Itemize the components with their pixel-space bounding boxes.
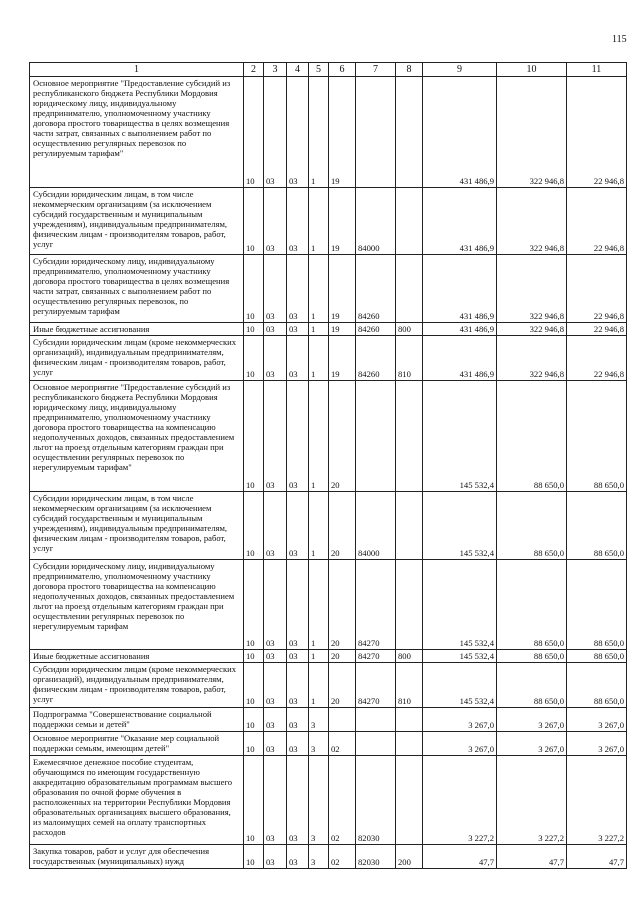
amount-col-11: 22 946,8 (567, 255, 627, 323)
row-description: Основное мероприятие "Предоставление субсидий из республиканского бюджета Республики Мордовия юридическому лицу, индивидуальному предпринимателю, уполномоченному участнику договора простого товарищества на компенсацию недополученных доходов, связанных предоставлением льгот на проезд отдельным категориям граждан при осуществлении регулярных перевозок по нерегулируемым тарифам" (30, 381, 244, 492)
amount-col-10: 3 267,0 (497, 732, 567, 756)
subprogram-code: 1 (309, 255, 329, 323)
direction-code (356, 732, 396, 756)
table-row (30, 77, 627, 188)
section-code: 10 (244, 381, 264, 492)
subsection-code: 03 (264, 77, 287, 188)
program-code: 03 (287, 188, 309, 255)
row-description: Подпрограмма "Совершенствование социальной поддержки семьи и детей" (30, 708, 244, 732)
subprogram-code: 1 (309, 650, 329, 663)
section-code: 10 (244, 77, 264, 188)
section-code: 10 (244, 492, 264, 560)
table-row (30, 381, 627, 492)
subsection-code: 03 (264, 492, 287, 560)
direction-code (356, 708, 396, 732)
header-row (30, 63, 627, 77)
program-code: 03 (287, 756, 309, 845)
measure-code: 02 (329, 756, 356, 845)
row-description: Субсидии юридическим лицам (кроме некоммерческих организаций), индивидуальным предпринимателям, физическим лицам - производителям товаров, работ, услуг (30, 663, 244, 708)
direction-code: 84260 (356, 255, 396, 323)
table-row (30, 708, 627, 732)
amount-col-9: 47,7 (423, 845, 497, 869)
amount-col-10: 3 267,0 (497, 708, 567, 732)
row-description: Закупка товаров, работ и услуг для обеспечения государственных (муниципальных) нужд (30, 845, 244, 869)
direction-code: 84270 (356, 560, 396, 650)
expense-type-code: 810 (396, 663, 423, 708)
amount-col-11: 3 267,0 (567, 708, 627, 732)
subsection-code: 03 (264, 560, 287, 650)
amount-col-9: 431 486,9 (423, 77, 497, 188)
row-description: Субсидии юридическим лицам, в том числе некоммерческим организациям (за исключением субсидий государственным и муниципальным учреждениям), индивидуальным предпринимателям, физическим лицам - производителям товаров, работ, услуг (30, 188, 244, 255)
expense-type-code: 800 (396, 323, 423, 336)
subsection-code: 03 (264, 381, 287, 492)
amount-col-10: 88 650,0 (497, 663, 567, 708)
table-row (30, 336, 627, 381)
direction-code: 84000 (356, 492, 396, 560)
expense-type-code (396, 560, 423, 650)
amount-col-11: 22 946,8 (567, 323, 627, 336)
amount-col-11: 47,7 (567, 845, 627, 869)
amount-col-11: 3 267,0 (567, 732, 627, 756)
subprogram-code: 1 (309, 663, 329, 708)
subprogram-code: 1 (309, 77, 329, 188)
program-code: 03 (287, 336, 309, 381)
expense-type-code: 200 (396, 845, 423, 869)
row-description: Основное мероприятие "Оказание мер социальной поддержки семьям, имеющим детей" (30, 732, 244, 756)
amount-col-11: 22 946,8 (567, 188, 627, 255)
section-code: 10 (244, 255, 264, 323)
direction-code: 84270 (356, 650, 396, 663)
subprogram-code: 1 (309, 336, 329, 381)
measure-code: 02 (329, 732, 356, 756)
program-code: 03 (287, 77, 309, 188)
section-code: 10 (244, 560, 264, 650)
program-code: 03 (287, 845, 309, 869)
table-row (30, 255, 627, 323)
subsection-code: 03 (264, 663, 287, 708)
row-description: Иные бюджетные ассигнования (30, 323, 244, 336)
amount-col-9: 431 486,9 (423, 255, 497, 323)
subsection-code: 03 (264, 732, 287, 756)
row-description: Субсидии юридическим лицам (кроме некоммерческих организаций), индивидуальным предпринимателям, физическим лицам - производителям товаров, работ, услуг (30, 336, 244, 381)
subprogram-code: 1 (309, 560, 329, 650)
subsection-code: 03 (264, 708, 287, 732)
column-header: 2 (244, 63, 264, 77)
measure-code: 19 (329, 77, 356, 188)
table-row (30, 188, 627, 255)
subsection-code: 03 (264, 336, 287, 381)
measure-code (329, 708, 356, 732)
program-code: 03 (287, 650, 309, 663)
row-description: Субсидии юридическому лицу, индивидуальному предпринимателю, уполномоченному участнику договора простого товарищества на компенсацию недополученных доходов, связанных предоставлением льгот на проезд отдельным категориям граждан при осуществлении регулярных перевозок по нерегулируемым тарифам (30, 560, 244, 650)
amount-col-10: 47,7 (497, 845, 567, 869)
direction-code: 82030 (356, 845, 396, 869)
section-code: 10 (244, 845, 264, 869)
direction-code (356, 77, 396, 188)
subprogram-code: 1 (309, 492, 329, 560)
subprogram-code: 1 (309, 323, 329, 336)
amount-col-9: 3 227,2 (423, 756, 497, 845)
program-code: 03 (287, 255, 309, 323)
amount-col-10: 88 650,0 (497, 381, 567, 492)
amount-col-9: 145 532,4 (423, 560, 497, 650)
subsection-code: 03 (264, 323, 287, 336)
expense-type-code: 800 (396, 650, 423, 663)
measure-code: 19 (329, 255, 356, 323)
expense-type-code: 810 (396, 336, 423, 381)
expense-type-code (396, 732, 423, 756)
program-code: 03 (287, 663, 309, 708)
amount-col-10: 88 650,0 (497, 650, 567, 663)
column-header: 3 (264, 63, 287, 77)
amount-col-9: 145 532,4 (423, 650, 497, 663)
amount-col-10: 3 227,2 (497, 756, 567, 845)
table-row (30, 663, 627, 708)
column-header: 5 (309, 63, 329, 77)
amount-col-10: 88 650,0 (497, 560, 567, 650)
expense-type-code (396, 756, 423, 845)
subprogram-code: 3 (309, 708, 329, 732)
direction-code: 82030 (356, 756, 396, 845)
subprogram-code: 3 (309, 732, 329, 756)
budget-table (29, 62, 627, 869)
expense-type-code (396, 381, 423, 492)
measure-code: 19 (329, 323, 356, 336)
measure-code: 20 (329, 663, 356, 708)
table-row (30, 732, 627, 756)
row-description: Иные бюджетные ассигнования (30, 650, 244, 663)
column-header: 9 (423, 63, 497, 77)
section-code: 10 (244, 663, 264, 708)
program-code: 03 (287, 381, 309, 492)
row-description: Субсидии юридическому лицу, индивидуальному предпринимателю, уполномоченному участнику договора простого товарищества в целях возмещения части затрат, связанных с выполнением работ по осуществлению регулярных перевозок, по регулируемым тарифам (30, 255, 244, 323)
program-code: 03 (287, 560, 309, 650)
subprogram-code: 3 (309, 845, 329, 869)
program-code: 03 (287, 732, 309, 756)
program-code: 03 (287, 708, 309, 732)
amount-col-10: 322 946,8 (497, 77, 567, 188)
section-code: 10 (244, 732, 264, 756)
amount-col-10: 322 946,8 (497, 323, 567, 336)
amount-col-9: 431 486,9 (423, 323, 497, 336)
measure-code: 19 (329, 188, 356, 255)
subsection-code: 03 (264, 188, 287, 255)
amount-col-9: 145 532,4 (423, 663, 497, 708)
table-row (30, 560, 627, 650)
row-description: Основное мероприятие "Предоставление субсидий из республиканского бюджета Республики Мордовия юридическому лицу, индивидуальному предпринимателю, уполномоченному участнику договора простого товарищества в целях возмещения части затрат, связанных с выполнением работ по осуществлению регулярных перевозок по регулируемым тарифам" (30, 77, 244, 188)
program-code: 03 (287, 492, 309, 560)
table-row (30, 756, 627, 845)
amount-col-10: 322 946,8 (497, 188, 567, 255)
column-header: 4 (287, 63, 309, 77)
measure-code: 20 (329, 492, 356, 560)
subprogram-code: 1 (309, 188, 329, 255)
subsection-code: 03 (264, 650, 287, 663)
subsection-code: 03 (264, 756, 287, 845)
table-row (30, 845, 627, 869)
measure-code: 02 (329, 845, 356, 869)
column-header: 10 (497, 63, 567, 77)
measure-code: 19 (329, 336, 356, 381)
row-description: Ежемесячное денежное пособие студентам, обучающимся по имеющим государственную аккредитацию образовательным программам высшего образования по очной форме обучения в расположенных на территории Республики Мордовия образовательных организациях высшего образования, из малоимущих семей на оплату транспортных расходов (30, 756, 244, 845)
column-header: 7 (356, 63, 396, 77)
column-header: 11 (567, 63, 627, 77)
section-code: 10 (244, 323, 264, 336)
expense-type-code (396, 708, 423, 732)
row-description: Субсидии юридическим лицам, в том числе некоммерческим организациям (за исключением субсидий государственным и муниципальным учреждениям), индивидуальным предпринимателям, физическим лицам - производителям товаров, работ, услуг (30, 492, 244, 560)
amount-col-11: 88 650,0 (567, 560, 627, 650)
amount-col-9: 145 532,4 (423, 381, 497, 492)
column-header: 1 (30, 63, 244, 77)
section-code: 10 (244, 650, 264, 663)
expense-type-code (396, 255, 423, 323)
program-code: 03 (287, 323, 309, 336)
amount-col-11: 88 650,0 (567, 650, 627, 663)
table-row (30, 323, 627, 336)
section-code: 10 (244, 336, 264, 381)
subprogram-code: 3 (309, 756, 329, 845)
amount-col-9: 3 267,0 (423, 732, 497, 756)
section-code: 10 (244, 756, 264, 845)
subprogram-code: 1 (309, 381, 329, 492)
section-code: 10 (244, 188, 264, 255)
section-code: 10 (244, 708, 264, 732)
amount-col-9: 431 486,9 (423, 188, 497, 255)
direction-code: 84270 (356, 663, 396, 708)
column-header: 8 (396, 63, 423, 77)
amount-col-11: 3 227,2 (567, 756, 627, 845)
measure-code: 20 (329, 381, 356, 492)
amount-col-9: 431 486,9 (423, 336, 497, 381)
column-header: 6 (329, 63, 356, 77)
amount-col-10: 322 946,8 (497, 336, 567, 381)
amount-col-9: 145 532,4 (423, 492, 497, 560)
direction-code: 84260 (356, 336, 396, 381)
amount-col-11: 88 650,0 (567, 663, 627, 708)
direction-code (356, 381, 396, 492)
amount-col-11: 88 650,0 (567, 381, 627, 492)
direction-code: 84000 (356, 188, 396, 255)
direction-code: 84260 (356, 323, 396, 336)
amount-col-9: 3 267,0 (423, 708, 497, 732)
measure-code: 20 (329, 560, 356, 650)
subsection-code: 03 (264, 255, 287, 323)
amount-col-11: 88 650,0 (567, 492, 627, 560)
expense-type-code (396, 188, 423, 255)
table-row (30, 650, 627, 663)
amount-col-10: 88 650,0 (497, 492, 567, 560)
page-number: 115 (612, 34, 627, 45)
table-row (30, 492, 627, 560)
amount-col-11: 22 946,8 (567, 336, 627, 381)
amount-col-11: 22 946,8 (567, 77, 627, 188)
amount-col-10: 322 946,8 (497, 255, 567, 323)
measure-code: 20 (329, 650, 356, 663)
subsection-code: 03 (264, 845, 287, 869)
expense-type-code (396, 492, 423, 560)
expense-type-code (396, 77, 423, 188)
